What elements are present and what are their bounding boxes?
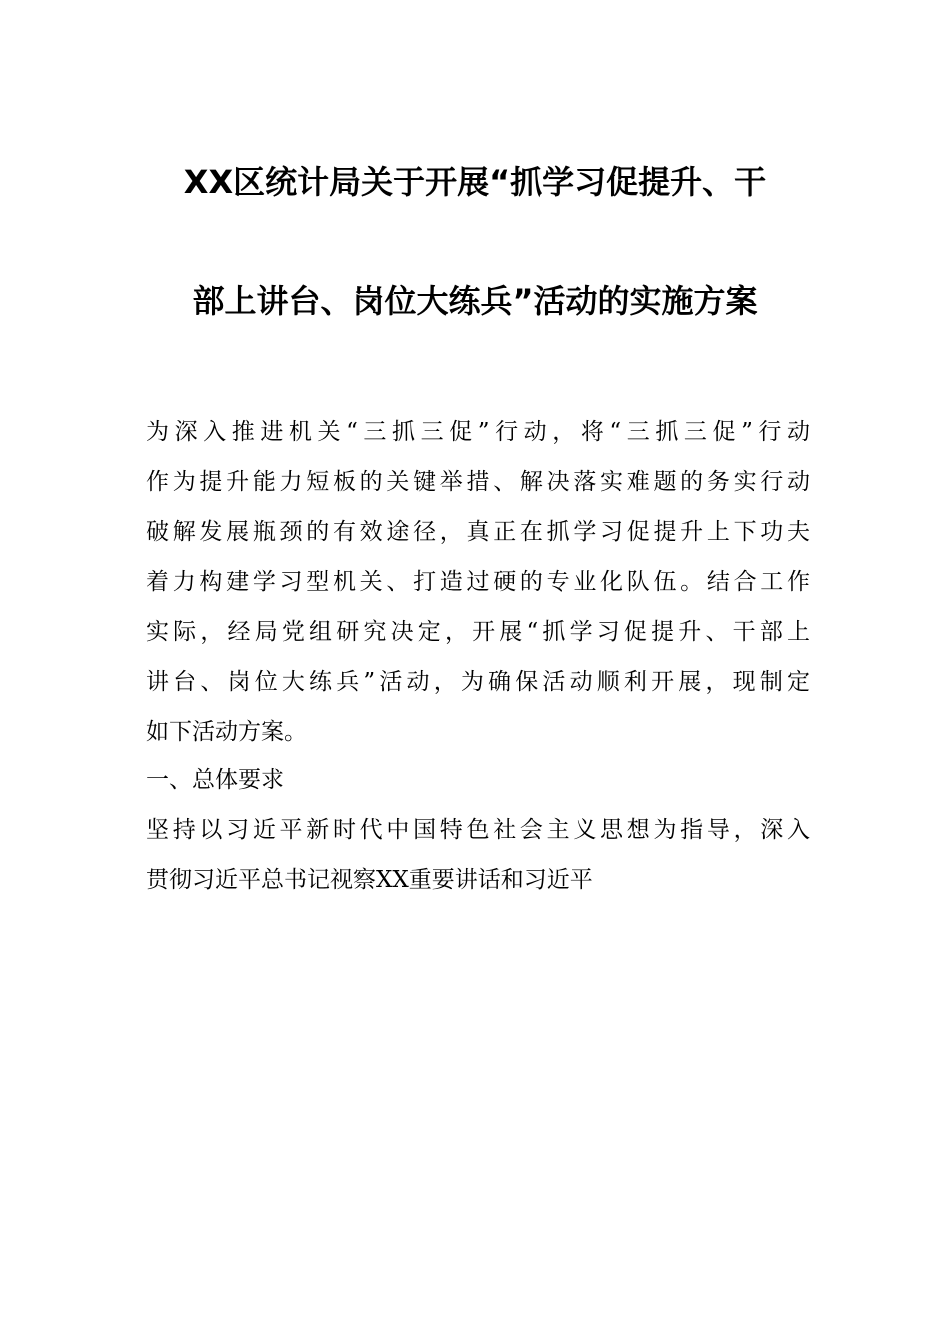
paragraph-line: 作为提升能力短板的关键举措、解决落实难题的务实行动 bbox=[146, 469, 810, 495]
paragraph-line: 坚持以习近平新时代中国特色社会主义思想为指导，深入 bbox=[146, 817, 810, 843]
paragraph-line: 破解发展瓶颈的有效途径，真正在抓学习促提升上下功夫 bbox=[146, 519, 810, 545]
paragraph-line: 贯彻习近平总书记视察XX重要讲话和习近平 bbox=[146, 867, 593, 893]
requirements-paragraph bbox=[146, 805, 810, 905]
document-title-line-2: 部上讲台、岗位大练兵”活动的实施方案 bbox=[192, 282, 758, 320]
paragraph-line: 如下活动方案。 bbox=[146, 719, 307, 745]
section-heading-text: 一、总体要求 bbox=[146, 767, 284, 793]
section-heading bbox=[146, 755, 810, 805]
paragraph-line: 实际，经局党组研究决定，开展“抓学习促提升、干部上 bbox=[146, 619, 810, 645]
paragraph-line: 讲台、岗位大练兵”活动，为确保活动顺利开展，现制定 bbox=[146, 669, 810, 695]
paragraph-line: 着力构建学习型机关、打造过硬的专业化队伍。结合工作 bbox=[146, 569, 810, 595]
paragraph-line: 为深入推进机关“三抓三促”行动，将“三抓三促”行动 bbox=[146, 419, 810, 445]
document-title-line-1: XX区统计局关于开展“抓学习促提升、干 bbox=[183, 163, 767, 201]
intro-paragraph bbox=[146, 407, 810, 757]
